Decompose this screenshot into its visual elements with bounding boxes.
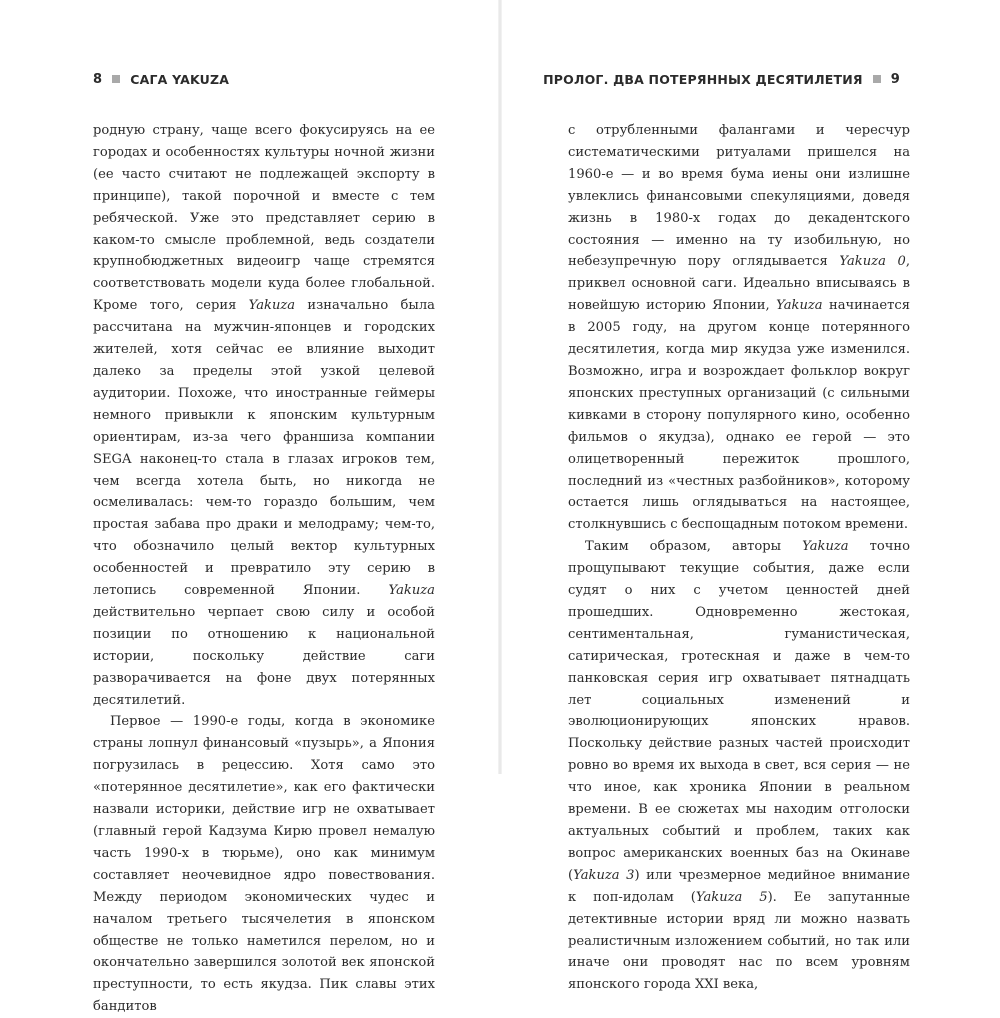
text-run: ) или чрезмерное медийное внимание к поп-идолам (: [568, 867, 910, 905]
italic-title: Yakuza: [776, 298, 823, 314]
paragraph: [568, 536, 910, 996]
text-run: действительно черпает свою силу и особой позиции по отношению к национальной истории, поскольку действие саги разворачивается на фоне двух потерянных десятилетий.: [93, 604, 435, 708]
left-body-text: [93, 120, 435, 1018]
italic-title: Yakuza 0: [839, 254, 906, 270]
paragraph: [568, 120, 910, 536]
square-separator-icon: [112, 75, 120, 83]
paragraph: [93, 120, 435, 711]
italic-title: Yakuza: [248, 298, 296, 314]
text-run: точно прощупывают текущие события, даже если судят о них с учетом ценностей дней прошедших. Одновременно жестокая, сентиментальная, гуманистическая, сатирическая, гротескная и даже в чем-то панковская серия игр охватывает пятнадцать лет социальных изменений и эволюционирующих японских нравов. Поскольку действие разных частей происходит ровно во время их выхода в свет, вся серия — не что иное, как хроника Японии в реальном времени. В ее сюжетах мы находим отголоски актуальных событий и проблем, таких как вопрос американских военных баз на Окинаве (: [568, 539, 910, 883]
italic-title: Yakuza 3: [573, 867, 635, 883]
italic-title: Yakuza: [802, 539, 849, 555]
text-run: Первое — 1990-е годы, когда в экономике страны лопнул финансовый «пузырь», а Япония погрузилась в рецессию. Хотя само это «потерянное десятилетие», как его фактически назвали историки, действие игр не охватывает (главный герой Кадзума Кирю провел немалую часть 1990-х в тюрьме), оно как минимум составляет неочевидное ядро повествования. Между периодом экономических чудес и началом третьего тысячелетия в японском обществе не только наметился перелом, но и окончательно завершился золотой век японской преступности, то есть якудза. Пик славы этих бандитов: [93, 714, 435, 1015]
square-separator-icon: [873, 75, 881, 83]
text-run: с отрубленными фалангами и чересчур систематическими ритуалами пришелся на 1960-е — и во время бума иены они излишне увлеклись финансовыми спекуляциями, доведя жизнь в 1980-х годах до декадентского состояния — именно на ту изобильную, но небезупречную пору оглядывается: [568, 123, 910, 270]
left-running-header: [93, 71, 229, 87]
right-body-text: [568, 120, 910, 996]
left-page: [0, 0, 498, 1015]
page-number: 8: [93, 71, 103, 87]
text-run: изначально была рассчитана на мужчин-японцев и городских жителей, хотя сейчас ее влияние выходит далеко за пределы этой узкой целевой аудитории. Похоже, что иностранные геймеры немного привыкли к японским культурным ориентирам, из-за чего франшиза компании SEGA наконец-то стала в глазах игроков тем, чем всегда хотела быть, но никогда не осмеливалась: чем-то гораздо большим, чем простая забава про драки и мелодраму; чем-то, что обозначило целый вектор культурных особенностей и превратило эту серию в летопись современной Японии.: [93, 298, 435, 599]
running-title: САГА YAKUZA: [130, 71, 230, 87]
text-run: родную страну, чаще всего фокусируясь на ее городах и особенностях культуры ночной жизни (ее часто считают не подлежащей экспорту в принципе), такой порочной и вместе с тем ребяческой. Уже это представляет серию в каком-то смысле проблемной, ведь создатели крупнобюджетных видеоигр чаще стремятся соответствовать модели куда более глобальной. Кроме того, серия: [93, 123, 435, 314]
page-number: 9: [890, 71, 900, 87]
text-run: , приквел основной саги. Идеально вписываясь в новейшую историю Японии,: [568, 254, 910, 314]
paragraph: [93, 711, 435, 1018]
text-run: ). Ее запутанные детективные истории вряд ли можно назвать реалистичным изложением событий, но так или иначе они проводят нас по всем уровням японского города XXI века,: [568, 889, 910, 993]
right-running-header: [543, 71, 900, 87]
text-run: начинается в 2005 году, на другом конце потерянного десятилетия, когда мир якудза уже изменился. Возможно, игра и возрождает фольклор вокруг японских преступных организаций (с сильными кивками в сторону популярного кино, особенно фильмов о якудза), однако ее герой — это олицетворенный пережиток прошлого, последний из «честных разбойников», которому остается лишь оглядываться на настоящее, столкнувшись с беспощадным потоком времени.: [568, 298, 910, 533]
running-title: ПРОЛОГ. ДВА ПОТЕРЯННЫХ ДЕСЯТИЛЕТИЯ: [543, 71, 863, 87]
text-run: Таким образом, авторы: [585, 539, 803, 555]
italic-title: Yakuza 5: [695, 889, 768, 905]
right-page: [502, 0, 1000, 993]
italic-title: Yakuza: [388, 583, 435, 599]
